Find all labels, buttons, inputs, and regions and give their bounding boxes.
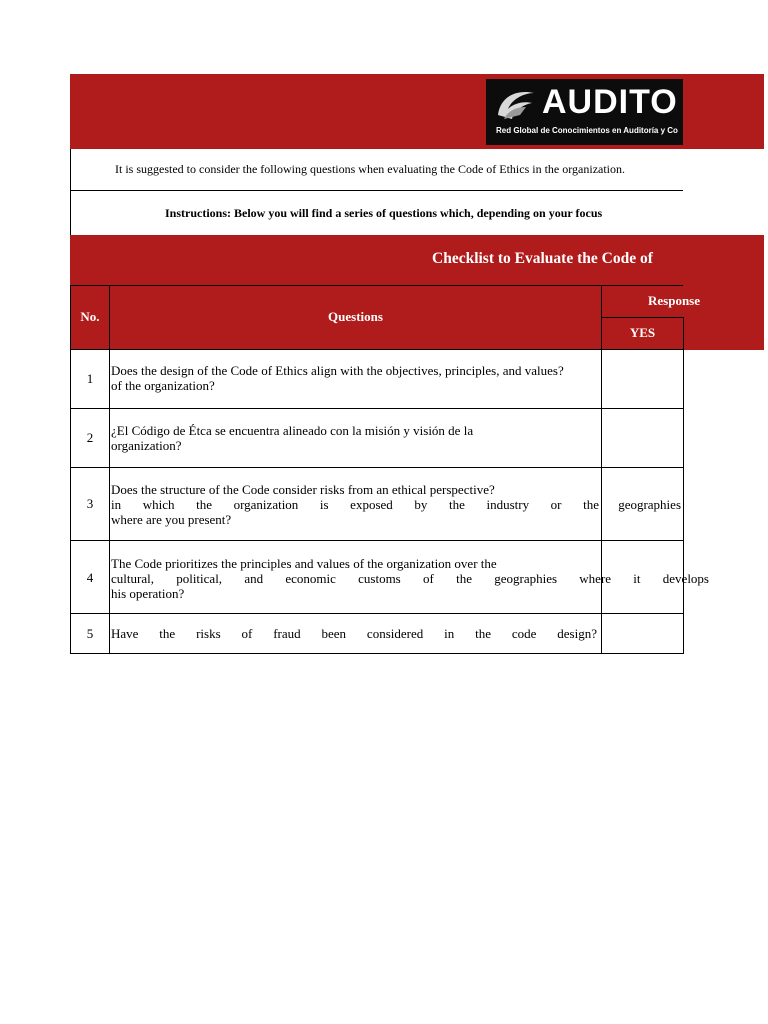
question-line: in which the organization is exposed by the industry or the <box>111 497 599 512</box>
question-text <box>111 363 599 393</box>
grid-line <box>683 349 684 654</box>
question-line: his operation? <box>111 586 185 601</box>
row-number: 5 <box>86 626 94 641</box>
column-header-questions: Questions <box>328 309 383 324</box>
column-header-no: No. <box>80 309 100 324</box>
grid-line <box>70 408 683 409</box>
response-yes-cell[interactable] <box>602 350 683 408</box>
checklist-title: Checklist to Evaluate the Code of <box>432 250 653 267</box>
logo-tagline: Red Global de Conocimientos en Auditoría y Co <box>496 126 678 135</box>
question-line: of the organization? <box>111 378 215 393</box>
row-number: 1 <box>86 371 94 386</box>
logo-wordmark: AUDITO <box>542 83 678 121</box>
question-line: organization? <box>111 438 182 453</box>
response-yes-cell[interactable] <box>602 541 683 613</box>
question-line: Does the design of the Code of Ethics align with the objectives, principles, and values? <box>111 363 564 378</box>
question-text <box>111 423 599 453</box>
column-header-response: Response <box>648 293 701 308</box>
question-text <box>111 482 599 527</box>
grid-line <box>70 613 683 614</box>
response-yes-cell[interactable] <box>602 409 683 467</box>
response-yes-cell[interactable] <box>602 614 683 653</box>
audito-logo <box>486 79 683 145</box>
grid-line <box>70 349 683 350</box>
question-line: ¿El Código de Étca se encuentra alineado con la misión y visión de la <box>111 423 474 438</box>
question-line: where are you present? <box>111 512 232 527</box>
instructions-text: Instructions: Below you will find a series of questions which, depending on your focus <box>70 191 683 235</box>
logo-swirl-icon <box>494 85 540 123</box>
row-number: 3 <box>86 496 94 511</box>
grid-line <box>70 540 683 541</box>
intro-text: It is suggested to consider the following questions when evaluating the Code of Ethics in the organization. <box>70 149 683 191</box>
response-yes-cell[interactable]: geographies <box>618 497 681 512</box>
grid-line <box>70 467 683 468</box>
grid-line <box>683 317 684 349</box>
question-line: cultural, political, and economic customs of the geographies where it develops <box>111 571 709 586</box>
row-number: 2 <box>86 430 94 445</box>
row-number: 4 <box>86 570 94 585</box>
header-divider <box>70 285 683 286</box>
question-line: Does the structure of the Code consider risks from an ethical perspective? <box>111 482 495 497</box>
question-text: Have the risks of fraud been considered in the code design? <box>111 626 597 641</box>
grid-line <box>601 317 683 318</box>
question-line: The Code prioritizes the principles and values of the organization over the <box>111 556 497 571</box>
grid-line <box>70 653 683 654</box>
column-header-yes: YES <box>629 325 656 340</box>
